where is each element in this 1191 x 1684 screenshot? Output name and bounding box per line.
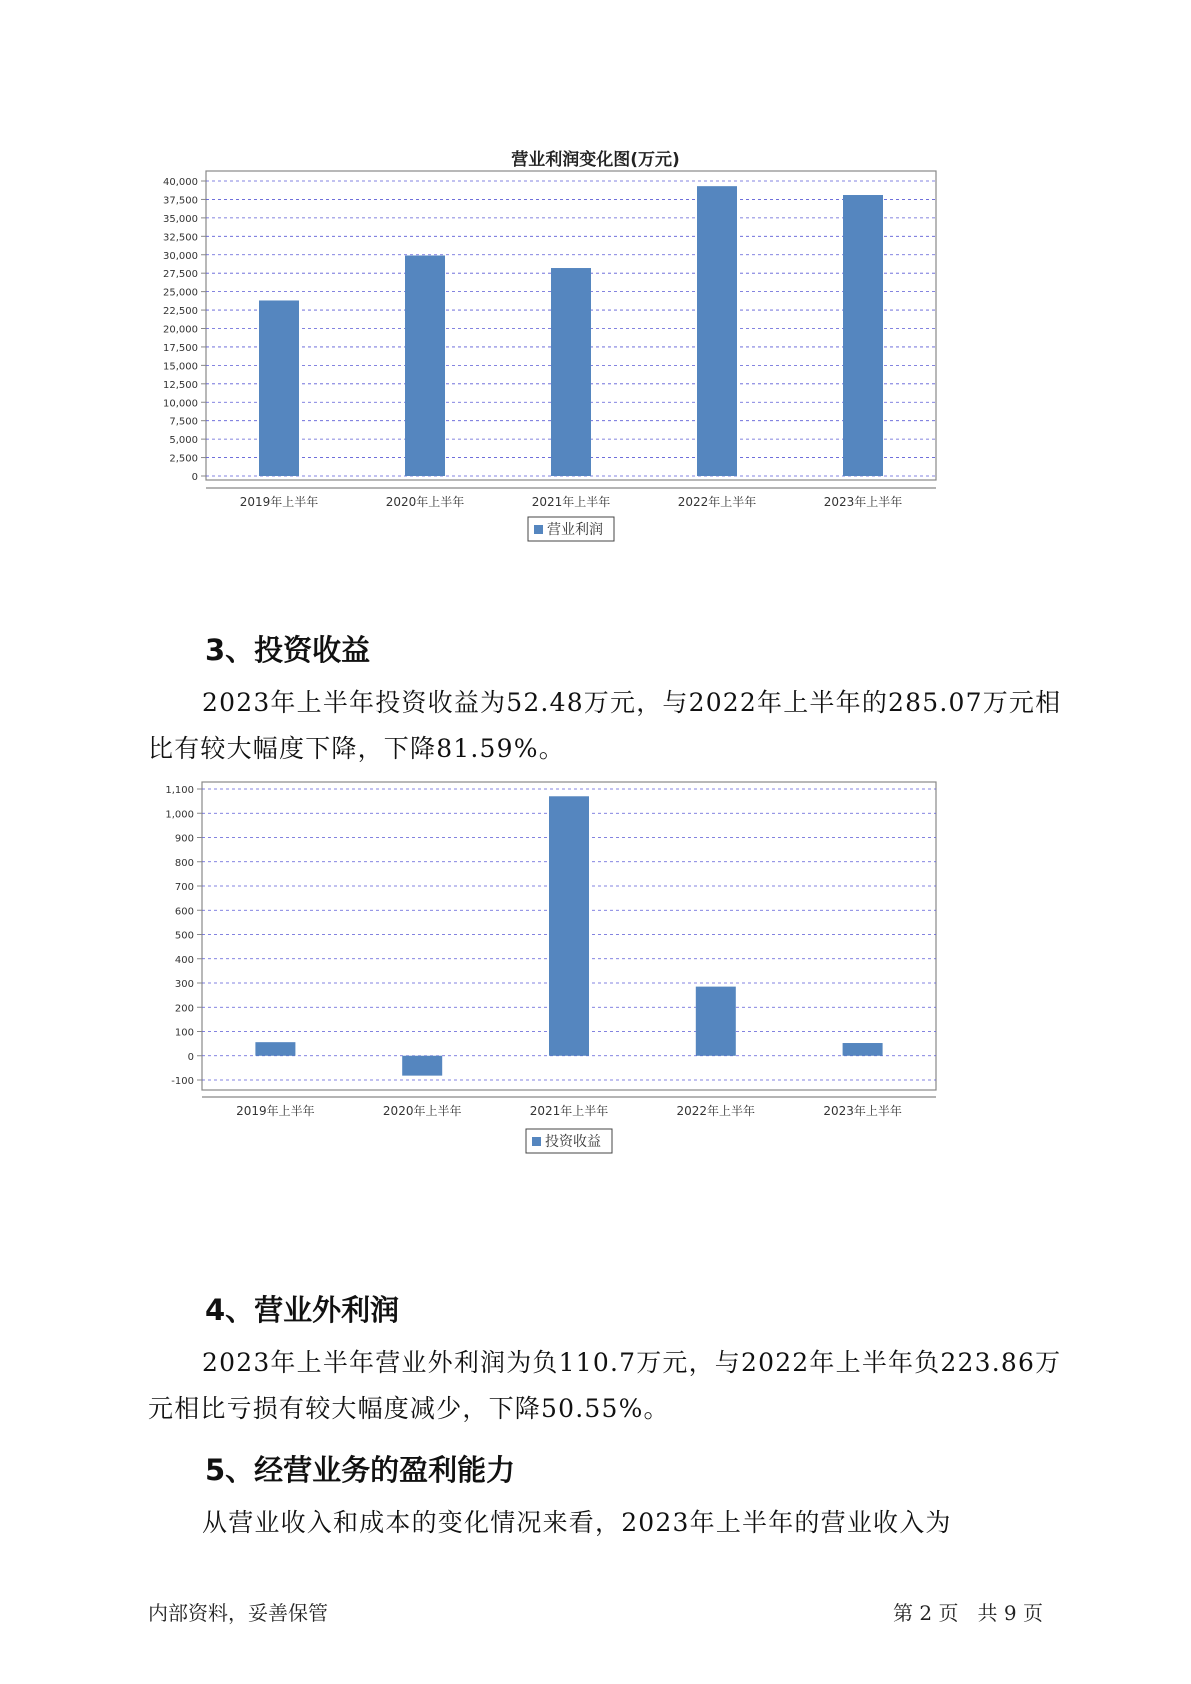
paragraph-line: 比有较大幅度下降，下降81.59%。	[148, 734, 565, 763]
y-tick-label: 200	[174, 1003, 194, 1015]
y-tick-label: 27,500	[163, 269, 198, 281]
section-paragraph	[148, 1340, 1063, 1432]
x-tick-label: 2022年上半年	[677, 495, 757, 509]
bar	[696, 987, 736, 1056]
y-tick-label: 1,000	[165, 809, 194, 821]
section-heading: 5、经营业务的盈利能力	[205, 1453, 516, 1487]
y-tick-label: 700	[174, 882, 194, 893]
legend-swatch	[532, 1137, 541, 1146]
paragraph-line: 从营业收入和成本的变化情况来看，2023年上半年的营业收入为	[202, 1508, 952, 1537]
x-tick-label: 2022年上半年	[676, 1104, 756, 1118]
x-tick-label: 2023年上半年	[823, 1104, 902, 1118]
y-tick-label: 1,100	[165, 785, 194, 796]
x-tick-label: 2023年上半年	[823, 495, 903, 509]
y-tick-label: 30,000	[163, 250, 198, 262]
y-tick-label: 25,000	[163, 287, 198, 299]
y-tick-label: 20,000	[163, 324, 198, 336]
y-tick-label: 17,500	[163, 342, 198, 354]
y-tick-label: 500	[174, 930, 194, 942]
x-tick-label: 2021年上半年	[531, 495, 611, 509]
y-tick-label: 32,500	[163, 232, 198, 244]
x-tick-label: 2021年上半年	[529, 1104, 609, 1118]
y-tick-label: 12,500	[163, 379, 198, 391]
section-heading: 3、投资收益	[205, 633, 371, 667]
y-tick-label: 35,000	[163, 213, 198, 225]
y-tick-label: 5,000	[169, 435, 198, 447]
y-tick-label: 100	[174, 1027, 194, 1039]
y-tick-label: 0	[191, 472, 198, 483]
bar	[549, 796, 589, 1055]
y-tick-label: 10,000	[163, 398, 198, 410]
y-tick-label: 2,500	[169, 453, 198, 465]
paragraph-line: 元相比亏损有较大幅度减少，下降50.55%。	[148, 1394, 670, 1423]
x-tick-label: 2019年上半年	[239, 495, 319, 509]
page-number: 第 2 页 共 9 页	[893, 1601, 1043, 1625]
x-tick-label: 2020年上半年	[382, 1104, 462, 1118]
y-tick-label: 7,500	[169, 416, 198, 428]
legend-label: 营业利润	[547, 522, 603, 538]
bar	[843, 1043, 883, 1056]
y-tick-label: 300	[174, 979, 194, 990]
y-tick-label: 0	[187, 1051, 194, 1063]
y-tick-label: 22,500	[163, 306, 198, 318]
x-tick-label: 2019年上半年	[236, 1104, 315, 1118]
bar	[402, 1056, 442, 1076]
y-tick-label: 400	[174, 954, 194, 966]
bar	[255, 1042, 295, 1056]
y-tick-label: 37,500	[163, 195, 198, 207]
x-tick-label: 2020年上半年	[385, 495, 465, 509]
section-heading: 4、营业外利润	[205, 1293, 400, 1327]
y-tick-label: 40,000	[163, 177, 198, 188]
y-tick-label: 600	[174, 906, 194, 918]
y-tick-label: 900	[174, 833, 194, 845]
section-paragraph	[148, 1500, 1063, 1546]
legend-label: 投资收益	[545, 1134, 601, 1150]
footer-left: 内部资料，妥善保管	[148, 1601, 328, 1625]
y-tick-label: -100	[171, 1076, 194, 1087]
y-tick-label: 15,000	[163, 361, 198, 373]
y-tick-label: 800	[174, 857, 194, 869]
paragraph-line: 2023年上半年营业外利润为负110.7万元，与2022年上半年负223.86万	[202, 1348, 1062, 1377]
chart-title: 营业利润变化图(万元)	[511, 150, 680, 170]
paragraph-line: 2023年上半年投资收益为52.48万元，与2022年上半年的285.07万元相	[202, 688, 1062, 717]
